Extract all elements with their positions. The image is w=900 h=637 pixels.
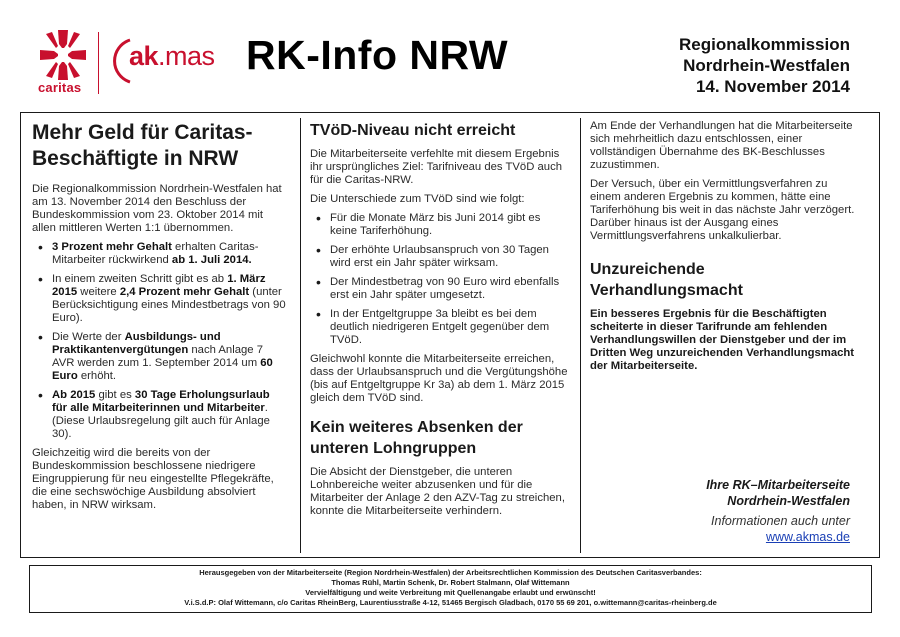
list-item: • 3 Prozent mehr Gehalt erhalten Caritas-Mitarbeiter rückwirkend ab 1. Juli 2014.: [52, 241, 287, 267]
list-item: • Die Werte der Ausbildungs- und Praktikantenvergütungen nach Anlage 7 AVR werden zum 1. September 2014 um 60 Euro erhöht.: [52, 331, 287, 383]
paragraph: Am Ende der Verhandlungen hat die Mitarbeiterseite sich mehrheitlich dazu entschlossen, einer vollständigen Übernahme des BK-Beschlusses zuzustimmen.: [590, 120, 853, 171]
list-item: • Der Mindestbetrag von 90 Euro wird ebenfalls erst ein Jahr später umgesetzt.: [330, 276, 568, 302]
column-1: [32, 120, 287, 518]
differences-list: [310, 212, 568, 347]
website-link[interactable]: www.akmas.de: [765, 530, 850, 544]
footer-line: Thomas Rühl, Martin Schenk, Dr. Robert Stalmann, Olaf Wittemann: [331, 578, 570, 587]
paragraph: Die Mitarbeiterseite verfehlte mit diesem Ergebnis ihr ursprüngliches Ziel: Tarifniveau des TVöD auch für die Caritas-NRW.: [310, 148, 563, 186]
paragraph: Der Versuch, über ein Vermittlungsverfahren zu einem anderen Ergebnis zu kommen, hätte eine Tariferhöhung bis weit in das nächste Jahr verzögert. Darüber hinaus ist der Ausgang eines Vermittlungsverfahrens unkalkulierbar.: [590, 178, 855, 242]
signoff-line: Nordrhein-Westfalen: [727, 494, 850, 508]
column-3: [590, 120, 855, 379]
footer-line: Vervielfältigung und weite Verbreitung mit Quellenangabe erlaubt und erwünscht!: [305, 588, 596, 597]
logo-area: [30, 28, 240, 98]
header-commission: Regionalkommission: [679, 35, 850, 54]
paragraph: Gleichwohl konnte die Mitarbeiterseite erreichen, dass der Urlaubsanspruch und die Vergütungshöhe (bis auf Entgeltgruppe Kr 3a) ab dem 1. März 2015 gleich dem TVöD sind.: [310, 353, 568, 404]
logo-divider: [98, 32, 99, 94]
header-info: [679, 34, 850, 97]
closing-paragraph: Gleichzeitig wird die bereits von der Bundeskommission beschlossene niedrigere Eingruppierung für neu eingestellte Pflegekräfte, die eine sechswöchige Ausbildung absolviert haben, in NRW wirksam.: [32, 447, 274, 511]
page-title: RK-Info NRW: [246, 32, 509, 78]
list-item: • Ab 2015 gibt es 30 Tage Erholungsurlaub für alle Mitarbeiterinnen und Mitarbeiter. (Diese Urlaubsregelung gilt auch für Anlage 30).: [52, 389, 287, 441]
list-item: • In einem zweiten Schritt gibt es ab 1. März 2015 weitere 2,4 Prozent mehr Gehalt (unter Berücksichtigung eines Mindestbetrags von 90 Euro).: [52, 273, 287, 325]
column-2: [310, 120, 568, 524]
caritas-logo-text: caritas: [38, 80, 82, 95]
section-heading-verhandlungsmacht: Unzureichende Verhandlungsmacht: [590, 261, 743, 299]
list-item: • Für die Monate März bis Juni 2014 gibt es keine Tariferhöhung.: [330, 212, 568, 238]
paragraph: Ein besseres Ergebnis für die Beschäftigten scheiterte in dieser Tarifrunde am fehlenden Verhandlungswillen der Dienstgeber und der im Dritten Weg unzureichenden Verhandlungsmacht der Mitarbeiterseite.: [590, 308, 855, 372]
list-item: • Der erhöhte Urlaubsanspruch von 30 Tagen wird erst ein Jahr später wirksam.: [330, 244, 568, 270]
list-item: • In der Entgeltgruppe 3a bleibt es bei dem deutlich niedrigeren Entgelt gegenüber dem TVöD.: [330, 308, 568, 347]
signoff-line: Ihre RK–Mitarbeiterseite: [706, 478, 850, 492]
imprint-footer: [29, 565, 872, 613]
benefits-list: [32, 241, 287, 441]
caritas-flame-cross-icon: [40, 30, 86, 80]
signoff: [706, 477, 850, 545]
column-divider: [300, 118, 301, 553]
info-text: Informationen auch unter: [711, 514, 850, 528]
section-heading-tvoed: TVöD-Niveau nicht erreicht: [310, 122, 516, 139]
footer-line: Herausgegeben von der Mitarbeiterseite (Region Nordrhein-Westfalen) der Arbeitsrechtlichen Kommission des Deutschen Caritasverbandes:: [199, 568, 702, 577]
column-divider: [580, 118, 581, 553]
footer-line: V.i.S.d.P: Olaf Wittemann, c/o Caritas RheinBerg, Laurentiusstraße 4-12, 51465 Bergisch Gladbach, 0170 55 69 201, o.wittemann@caritas-rheinberg.de: [184, 598, 717, 607]
header-date: 14. November 2014: [695, 77, 850, 96]
header-region: Nordrhein-Westfalen: [683, 56, 850, 75]
intro-paragraph: Die Regionalkommission Nordrhein-Westfalen hat am 13. November 2014 den Beschluss der Bundeskommission vom 23. Oktober 2014 mit allen mittleren Werten 1:1 übernommen.: [32, 183, 282, 234]
paragraph: Die Absicht der Dienstgeber, die unteren Lohnbereiche weiter abzusenken und für die Mitarbeiter der Anlage 2 den AZV-Tag zu streichen, konnte die Mitarbeiterseite verhindern.: [310, 466, 565, 517]
akmas-logo-text: ak.mas: [129, 41, 215, 71]
paragraph: Die Unterschiede zum TVöD sind wie folgt:: [310, 193, 525, 205]
section-heading-lohngruppen: Kein weiteres Absenken der unteren Lohngruppen: [310, 419, 523, 457]
lead-heading: Mehr Geld für Caritas-Beschäftigte in NRW: [32, 121, 253, 170]
